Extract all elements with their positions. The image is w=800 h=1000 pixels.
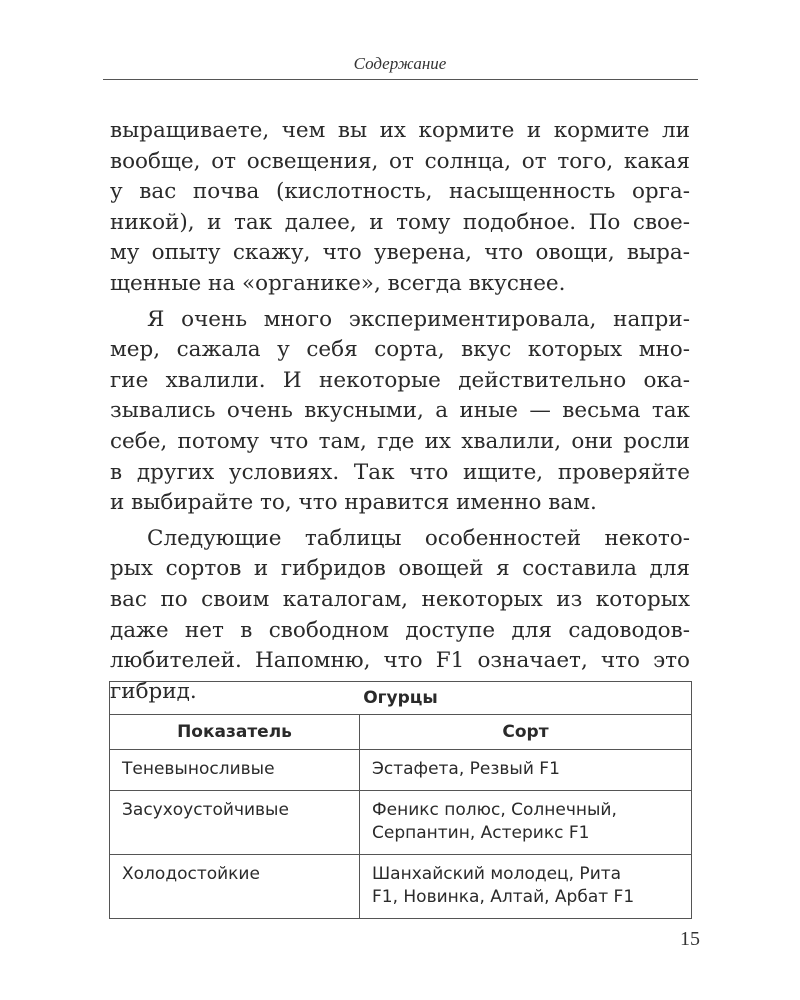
paragraph-3 xyxy=(110,524,690,708)
text-line: в других условиях. Так что ищите, проверяйте xyxy=(110,459,690,485)
text-line: любителей. Напомню, что F1 означает, что это xyxy=(110,648,690,674)
text-line: мер, сажала у себя сорта, вкус которых мно- xyxy=(110,337,690,363)
text-line: себе, потому что там, где их хвалили, они росли xyxy=(110,428,690,454)
text-line: му опыту скажу, что уверена, что овощи, выра- xyxy=(110,240,690,266)
text-line: у вас почва (кислотность, насыщенность орга- xyxy=(110,179,690,205)
running-head: Содержание xyxy=(353,54,447,73)
text-line: вас по своим каталогам, некоторых из которых xyxy=(110,586,690,612)
column-header-variety: Сорт xyxy=(360,715,692,750)
text-line: гибрид. xyxy=(110,678,197,704)
variety-line: Серпантин, Астерикс F1 xyxy=(372,823,590,843)
text-line: никой), и так далее, и тому подобное. По свое- xyxy=(110,209,690,235)
body-text xyxy=(110,116,690,707)
variety-cell xyxy=(360,855,692,919)
variety-line: Шанхайский молодец, Рита xyxy=(372,864,622,884)
indicator-cell: Холодостойкие xyxy=(110,855,360,919)
column-header-indicator: Показатель xyxy=(110,715,360,750)
variety-line: Эстафета, Резвый F1 xyxy=(372,759,560,779)
text-line: и выбирайте то, что нравится именно вам. xyxy=(110,490,597,516)
table-row xyxy=(110,855,692,919)
paragraph-2 xyxy=(110,305,690,519)
text-line: зывались очень вкусными, а иные — весьма так xyxy=(110,398,690,424)
variety-cell xyxy=(360,791,692,855)
text-line: Я очень много экспериментировала, напри- xyxy=(147,306,690,332)
text-line: даже нет в свободном доступе для садоводов- xyxy=(110,617,690,643)
table-row xyxy=(110,791,692,855)
paragraph-1 xyxy=(110,116,690,300)
table-header-row xyxy=(110,715,692,750)
text-line: гие хвалили. И некоторые действительно ока- xyxy=(110,367,690,393)
text-line: выращиваете, чем вы их кормите и кормите ли xyxy=(110,118,690,143)
varieties-table xyxy=(109,681,692,919)
text-line: рых сортов и гибридов овощей я составила для xyxy=(110,556,690,582)
indicator-cell: Засухоустойчивые xyxy=(110,791,360,855)
page-number: 15 xyxy=(680,928,700,950)
table-row xyxy=(110,750,692,791)
text-line: Следующие таблицы особенностей некото- xyxy=(147,525,690,551)
variety-cell xyxy=(360,750,692,791)
table-caption: Огурцы xyxy=(110,682,692,715)
text-line: вообще, от освещения, от солнца, от того, какая xyxy=(110,148,690,174)
header-rule xyxy=(103,79,698,80)
indicator-cell: Теневыносливые xyxy=(110,750,360,791)
variety-line: F1, Новинка, Алтай, Арбат F1 xyxy=(372,887,635,907)
text-line: щенные на «органике», всегда вкуснее. xyxy=(110,270,566,296)
variety-line: Феникс полюс, Солнечный, xyxy=(372,800,617,820)
